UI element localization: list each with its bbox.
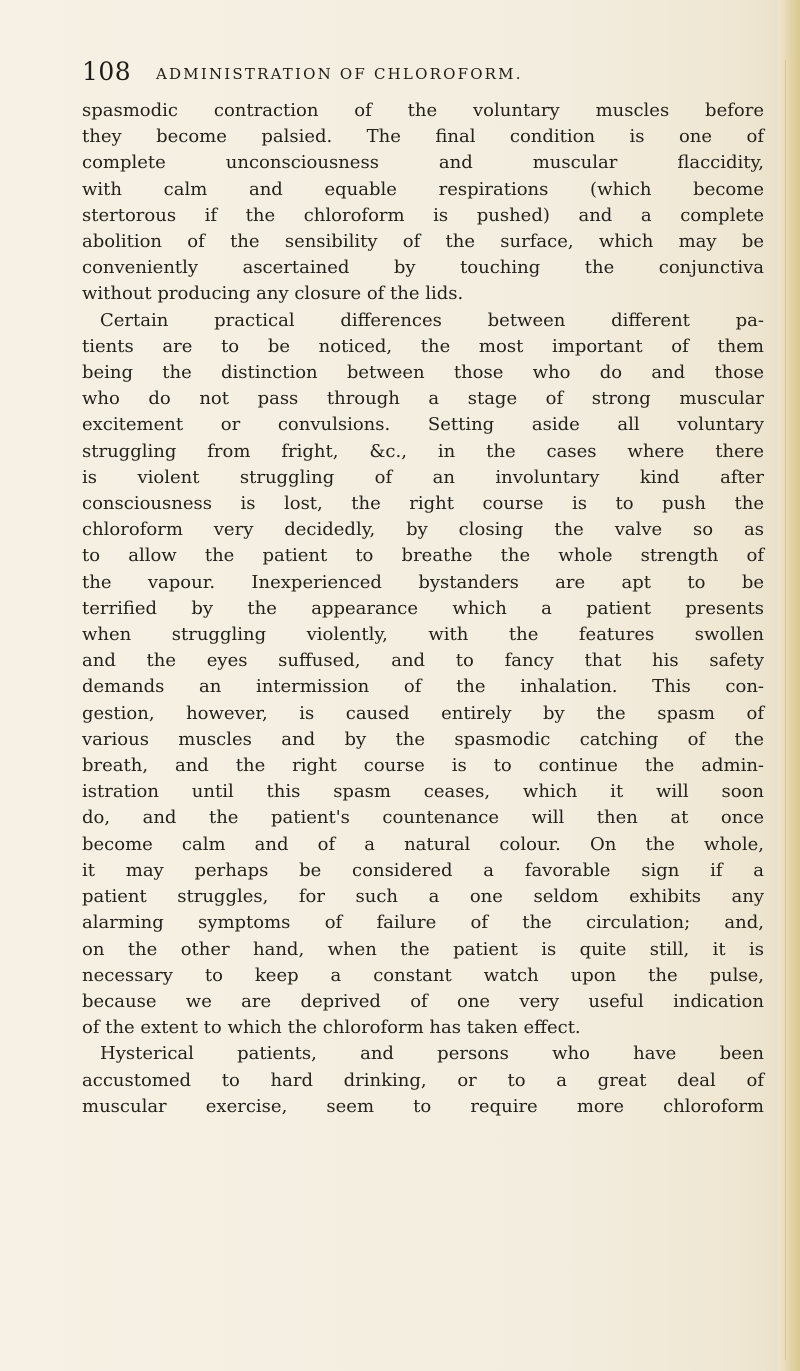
text-line: tients are to be noticed, the most important of them <box>82 335 764 357</box>
text-line: gestion, however, is caused entirely by the spasm of <box>82 702 764 724</box>
text-line: Hysterical patients, and persons who have been <box>100 1043 764 1065</box>
text-line: on the other hand, when the patient is quite still, it is <box>82 938 764 960</box>
text-line: struggling from fright, &c., in the cases where there <box>82 440 764 462</box>
text-line: muscular exercise, seem to require more chloroform <box>82 1095 764 1117</box>
text-line: because we are deprived of one very useful indication <box>82 990 764 1012</box>
text-line: accustomed to hard drinking, or to a great deal of <box>82 1069 764 1091</box>
paragraph-1 <box>82 98 764 308</box>
text-line: Certain practical differences between different pa- <box>100 309 764 331</box>
text-line: various muscles and by the spasmodic catching of the <box>82 728 764 750</box>
text-line: and the eyes suffused, and to fancy that his safety <box>82 650 764 672</box>
text-line: when struggling violently, with the features swollen <box>82 624 764 646</box>
text-line: complete unconsciousness and muscular flaccidity, <box>82 152 764 174</box>
text-line: it may perhaps be considered a favorable sign if a <box>82 859 764 881</box>
text-line: abolition of the sensibility of the surface, which may be <box>82 231 764 253</box>
text-line: is violent struggling of an involuntary kind after <box>82 466 764 488</box>
text-line: who do not pass through a stage of strong muscular <box>82 388 764 410</box>
text-line: with calm and equable respirations (which become <box>82 178 764 200</box>
text-line: without producing any closure of the lids. <box>82 283 464 305</box>
text-line: become calm and of a natural colour. On the whole, <box>82 833 764 855</box>
text-line: alarming symptoms of failure of the circulation; and, <box>82 912 764 934</box>
text-line: excitement or convulsions. Setting aside all voluntary <box>82 414 764 436</box>
text-line: stertorous if the chloroform is pushed) and a complete <box>82 204 764 226</box>
text-line: conveniently ascertained by touching the conjunctiva <box>82 257 764 279</box>
text-line: terrified by the appearance which a patient presents <box>82 597 764 619</box>
text-line: of the extent to which the chloroform has taken effect. <box>82 1017 581 1039</box>
page-header <box>82 57 762 97</box>
text-line: demands an intermission of the inhalation. This con- <box>82 676 764 698</box>
text-line: chloroform very decidedly, by closing the valve so as <box>82 519 764 541</box>
body-text <box>82 98 764 1120</box>
page-gutter-shadow <box>778 0 800 1371</box>
text-line: they become palsied. The final condition is one of <box>82 126 764 148</box>
page-edge-line <box>785 60 786 1360</box>
running-head: ADMINISTRATION OF CHLOROFORM. <box>156 65 523 83</box>
paragraph-2 <box>82 308 764 1042</box>
text-line: necessary to keep a constant watch upon the pulse, <box>82 964 764 986</box>
text-line: the vapour. Inexperienced bystanders are apt to be <box>82 571 764 593</box>
text-line: spasmodic contraction of the voluntary muscles before <box>82 100 764 121</box>
text-line: do, and the patient's countenance will then at once <box>82 807 764 829</box>
text-line: to allow the patient to breathe the whole strength of <box>82 545 764 567</box>
paragraph-3 <box>82 1041 764 1120</box>
text-line: patient struggles, for such a one seldom exhibits any <box>82 886 764 908</box>
text-line: breath, and the right course is to continue the admin- <box>82 755 764 777</box>
text-line: consciousness is lost, the right course is to push the <box>82 493 764 515</box>
text-line: being the distinction between those who do and those <box>82 362 764 384</box>
text-line: istration until this spasm ceases, which it will soon <box>82 781 764 803</box>
page-number: 108 <box>82 57 132 86</box>
